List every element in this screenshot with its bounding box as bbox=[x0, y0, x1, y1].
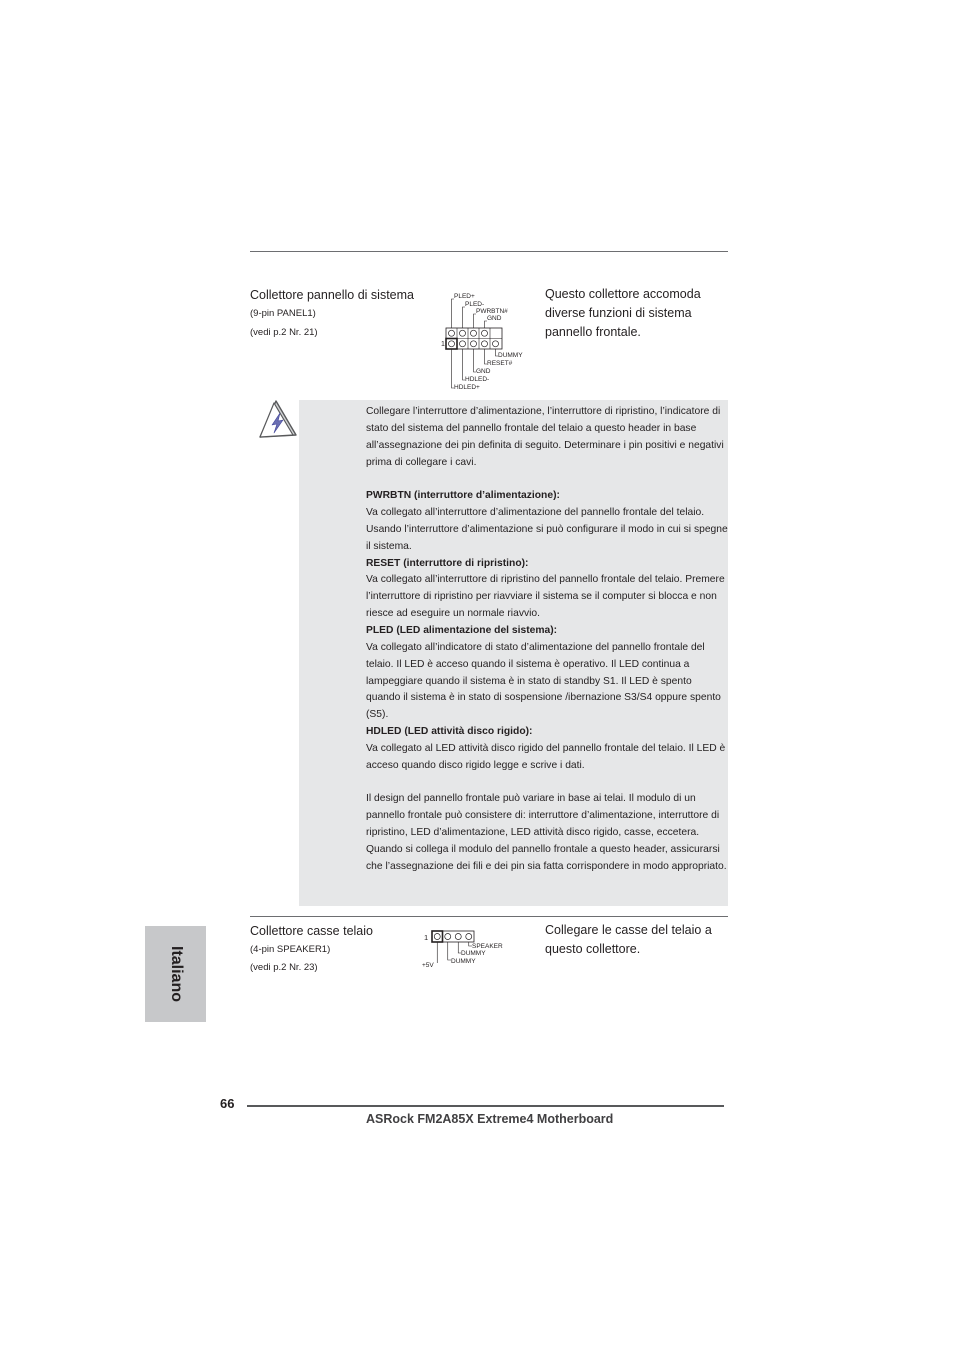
panel1-label-reset: RESET# bbox=[487, 360, 513, 367]
panel1-label-pled-minus: PLED- bbox=[465, 301, 485, 308]
panel-desc-line-1: Questo collettore accomoda bbox=[545, 287, 701, 301]
panel1-label-gnd-bottom: GND bbox=[476, 368, 491, 375]
speaker-desc-line-1: Collegare le casse del telaio a bbox=[545, 923, 712, 937]
panel-header-title: Collettore pannello di sistema bbox=[250, 288, 414, 302]
speaker-header-ref: (vedi p.2 Nr. 23) bbox=[250, 962, 318, 973]
note-hdled-title-text: HDLED (LED attività disco rigido): bbox=[366, 726, 533, 738]
language-side-tab-label: Italiano bbox=[167, 945, 185, 1003]
warning-icon bbox=[256, 398, 300, 440]
speaker1-label-plus5v: +5V bbox=[422, 962, 434, 969]
speaker-header-title: Collettore casse telaio bbox=[250, 924, 373, 938]
note-intro: Collegare l’interruttore d’alimentazione, l’interruttore di ripristino, l’indicatore di stato del sistema del pannello frontale del telaio a questo header in base all’assegnazione dei pin definita di seguito. Determinare i pin positivi e negativi prima di collegare i cavi. bbox=[366, 406, 724, 468]
panel1-label-gnd-top: GND bbox=[487, 315, 502, 322]
panel-header-ref: (vedi p.2 Nr. 21) bbox=[250, 327, 318, 338]
speaker-header-pins: (4-pin SPEAKER1) bbox=[250, 944, 331, 955]
note-spacer bbox=[366, 471, 728, 488]
page-number: 66 bbox=[220, 1096, 235, 1111]
note-pled-title-text: PLED (LED alimentazione del sistema): bbox=[366, 624, 558, 636]
note-design-text: Il design del pannello frontale può variare in base ai telai. Il modulo di un pannello frontale può consistere di: interruttore d’alimentazione, interruttore di ripristino, LED d’alimentazione, LED attività disco rigido, casse, eccetera. Quando si collega il modulo del pannello frontale a questo header, assicurarsi che l’assegnazione dei fili e dei pin sia fatta corrispondere in modo appropriato. bbox=[366, 793, 727, 872]
panel1-label-pwrbtn: PWRBTN# bbox=[476, 308, 508, 315]
note-hdled-title bbox=[366, 724, 728, 741]
top-rule bbox=[250, 251, 728, 252]
speaker1-label-speaker: SPEAKER bbox=[472, 943, 503, 950]
panel-header-description bbox=[545, 285, 730, 342]
speaker-desc-line-2: questo collettore. bbox=[545, 942, 641, 956]
panel1-pin-one-label: 1 bbox=[441, 341, 445, 348]
speaker1-label-dummy-bottom: DUMMY bbox=[451, 958, 476, 965]
panel1-pin-diagram bbox=[438, 288, 533, 394]
note-text bbox=[366, 404, 728, 876]
panel-desc-line-2: diverse funzioni di sistema bbox=[545, 306, 692, 320]
warning-icon-graphic bbox=[256, 398, 300, 440]
panel1-label-hdled-plus: HDLED+ bbox=[454, 384, 480, 391]
note-reset-title-text: RESET (interruttore di ripristino): bbox=[366, 557, 529, 569]
section-rule bbox=[250, 916, 728, 917]
note-pled-title bbox=[366, 623, 728, 640]
speaker1-pin-diagram bbox=[420, 927, 510, 971]
note-reset-title bbox=[366, 556, 728, 573]
note-pwrbtn-title-text: PWRBTN (interruttore d’alimentazione): bbox=[366, 490, 560, 502]
panel1-label-pled-plus: PLED+ bbox=[454, 293, 475, 300]
note-spacer-2 bbox=[366, 775, 728, 792]
note-hdled-text: Va collegato al LED attività disco rigido del pannello frontale del telaio. Il LED è acceso quando disco rigido legge e scrive i dati. bbox=[366, 742, 726, 771]
speaker1-pin-one-label: 1 bbox=[424, 933, 429, 942]
speaker-header-description bbox=[545, 921, 730, 959]
speaker1-label-dummy-top: DUMMY bbox=[461, 950, 486, 957]
note-pwrbtn-text: Va collegato all’interruttore d’alimentazione del pannello frontale del telaio. Usando l’interruttore d’alimentazione si può configurare il modo in cui si spegne il sistema. bbox=[366, 507, 728, 552]
footer-title: ASRock FM2A85X Extreme4 Motherboard bbox=[366, 1112, 614, 1126]
language-side-tab bbox=[145, 926, 206, 1022]
note-pled-text: Va collegato all’indicatore di stato d’alimentazione del pannello frontale del telaio. Il LED è acceso quando il sistema è operativo. Il LED continua a lampeggiare quando il sistema è in stato di standby S1. Il LED è spento quando il sistema è in stato di sospensione /ibernazione S3/S4 oppure spento (S5). bbox=[366, 641, 721, 721]
footer-rule bbox=[247, 1105, 724, 1107]
panel-header-pins: (9-pin PANEL1) bbox=[250, 308, 316, 319]
panel1-label-hdled-minus: HDLED- bbox=[465, 376, 490, 383]
note-reset-text: Va collegato all’interruttore di ripristino del pannello frontale del telaio. Premere l’interruttore di ripristino per riavviare il sistema se il computer si blocca e non riesce ad eseguire un normale riavvio. bbox=[366, 574, 725, 620]
note-pwrbtn-title bbox=[366, 488, 728, 505]
panel1-label-dummy: DUMMY bbox=[498, 352, 523, 359]
panel-desc-line-3: pannello frontale. bbox=[545, 325, 641, 339]
